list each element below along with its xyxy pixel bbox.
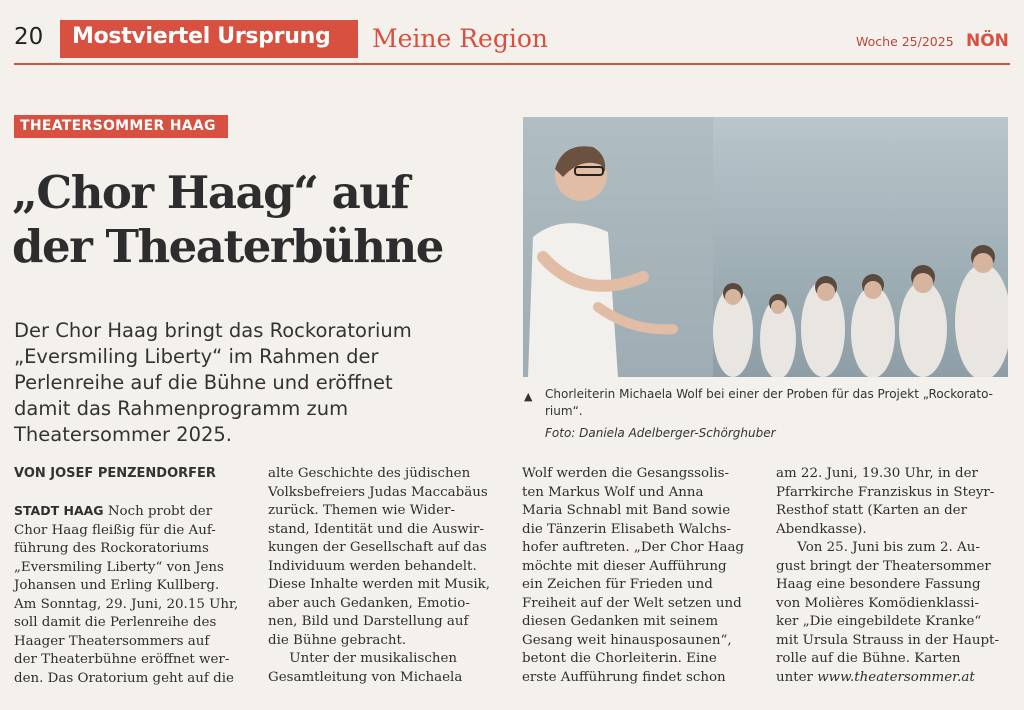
column-line: führung des Rockoratoriums [14, 541, 209, 556]
article-headline [12, 166, 512, 274]
column-line: diesen Gedanken mit seinem [522, 614, 719, 629]
column-line: rolle auf die Bühne. Karten [776, 651, 961, 666]
text-column-3 [522, 465, 754, 687]
column-line: am 22. Juni, 19.30 Uhr, in der [776, 466, 978, 481]
column-line: alte Geschichte des jüdischen [268, 466, 471, 481]
article-photo [523, 117, 1008, 377]
column-line: Von 25. Juni bis zum 2. Au- [776, 540, 980, 555]
region-title: Meine Region [372, 24, 549, 53]
column-line: den. Das Oratorium geht auf die [14, 670, 234, 686]
column-line [14, 502, 246, 522]
column-line: Maria Schnabl mit Band sowie [522, 503, 731, 518]
column-line: mit Ursula Strauss in der Haupt- [776, 632, 999, 648]
column-line: Freiheit auf der Welt setzen und [522, 595, 742, 611]
page-number: 20 [14, 24, 44, 50]
article-lead [14, 318, 514, 448]
column-line: Diese Inhalte werden mit Musik, [268, 577, 491, 592]
lead-line: damit das Rahmenprogramm zum [14, 397, 349, 420]
headline-line: „Chor Haag“ auf [12, 166, 409, 219]
lead-line: Theatersommer 2025. [14, 423, 232, 446]
column-line: erste Aufführung findet schon [522, 669, 726, 685]
column-line: Volksbefreiers Judas Maccabäus [268, 484, 488, 500]
column-line: Am Sonntag, 29. Juni, 20.15 Uhr, [14, 596, 239, 612]
brand-logo: NÖN [966, 31, 1009, 51]
article-kicker: THEATERSOMMER HAAG [20, 118, 216, 134]
column-line: hofer auftreten. „Der Chor Haag [522, 540, 744, 555]
text-column-4 [776, 465, 1008, 687]
dateline: STADT HAAG [14, 503, 104, 518]
column-line: Gesamtleitung von Michaela [268, 669, 463, 685]
column-line-rest: Noch probt der [103, 504, 213, 519]
column-line [776, 669, 1008, 688]
column-line: Unter der musikalischen [268, 651, 457, 666]
column-line: aber auch Gedanken, Emotio- [268, 595, 470, 611]
column-line: Resthof statt (Karten an der [776, 503, 967, 518]
column-line: ker „Die eingebildete Kranke“ [776, 614, 982, 629]
column-line: soll damit die Perlenreihe des [14, 615, 217, 630]
column-line: Haager Theatersommers auf [14, 633, 210, 649]
headline-line: der Theaterbühne [12, 220, 443, 273]
column-line: zurück. Themen wie Wider- [268, 503, 455, 518]
column-line: Gesang weit hinausposaunen“, [522, 632, 732, 648]
photo-credit: Foto: Daniela Adelberger-Schörghuber [545, 426, 776, 440]
column-line: nen, Bild und Darstellung auf [268, 614, 469, 629]
lead-line: Der Chor Haag bringt das Rockoratorium [14, 319, 412, 342]
column-line: die Bühne gebracht. [268, 632, 407, 648]
url-prefix: unter [776, 669, 818, 685]
column-line: Haag eine besondere Fassung [776, 577, 981, 592]
text-column-2 [268, 465, 500, 687]
column-line: Individuum werden behandelt. [268, 558, 477, 574]
column-line: Wolf werden die Gesangssolis- [522, 466, 730, 481]
text-column-1 [14, 502, 246, 688]
article-byline: VON JOSEF PENZENDORFER [14, 466, 216, 481]
column-line: Pfarrkirche Franziskus in Steyr- [776, 484, 995, 500]
column-line: betont die Chorleiterin. Eine [522, 651, 717, 666]
column-line: Abendkasse). [776, 521, 867, 537]
column-line: die Tänzerin Elisabeth Walchs- [522, 521, 732, 537]
header-divider [14, 63, 1010, 65]
lead-line: Perlenreihe auf die Bühne und eröffnet [14, 371, 393, 394]
column-line: „Eversmiling Liberty“ von Jens [14, 559, 224, 575]
column-line: ein Zeichen für Frieden und [522, 577, 713, 592]
column-line: von Molières Komödienklassi- [776, 595, 980, 611]
column-line: Johansen und Erling Kullberg. [14, 578, 220, 593]
column-line: Chor Haag fleißig für die Auf- [14, 522, 216, 538]
website-link[interactable]: www.theatersommer.at [817, 669, 975, 685]
column-line: stand, Identität und die Auswir- [268, 521, 484, 537]
caption-line: rium“. [545, 404, 583, 418]
caption-line: Chorleiterin Michaela Wolf bei einer der Proben für das Projekt „Rockorato- [545, 387, 994, 401]
column-line: möchte mit dieser Aufführung [522, 558, 727, 574]
column-line: ten Markus Wolf und Anna [522, 484, 704, 500]
column-line: gust bringt der Theatersommer [776, 558, 991, 574]
triangle-up-icon: ▲ [524, 390, 533, 403]
column-line: kungen der Gesellschaft auf das [268, 540, 487, 555]
issue-week: Woche 25/2025 [856, 34, 954, 49]
photo-caption [545, 386, 1007, 420]
choir-rehearsal-photo [523, 117, 1008, 377]
lead-line: „Eversmiling Liberty“ im Rahmen der [14, 345, 379, 368]
section-title: Mostviertel Ursprung [72, 24, 331, 49]
column-line: der Theaterbühne eröffnet wer- [14, 652, 230, 667]
